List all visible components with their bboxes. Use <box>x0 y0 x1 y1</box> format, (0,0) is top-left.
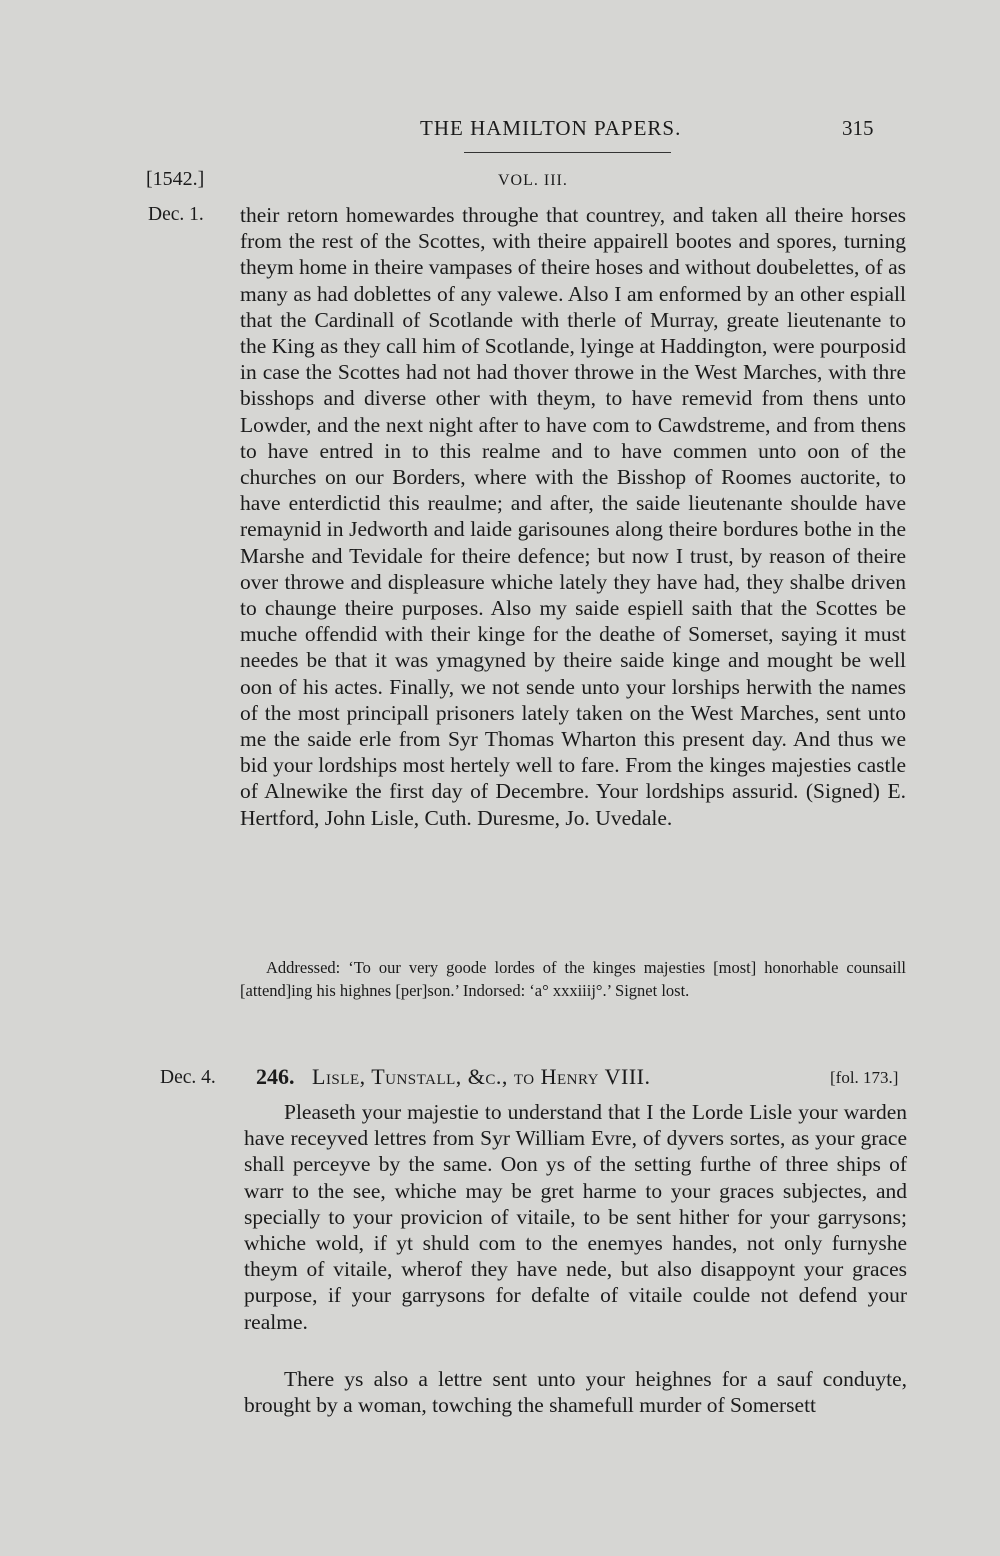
header-rule <box>464 152 671 153</box>
entry-title: Lisle, Tunstall, &c., to Henry VIII. <box>312 1064 651 1089</box>
entry-heading <box>0 1064 1000 1096</box>
margin-date-dec-1: Dec. 1. <box>148 204 204 225</box>
volume-label: VOL. III. <box>498 172 568 189</box>
page-number: 315 <box>842 116 874 140</box>
entry-number: 246. <box>256 1064 295 1089</box>
running-title: THE HAMILTON PAPERS. <box>420 116 682 140</box>
letter-paragraph-1: Pleaseth your majestie to understand that I the Lorde Lisle your warden have receyved lettres from Syr William Evre, of dyvers sortes, as your grace shall perceyve by the same. Oon ys of the setting furthe of three ships of warr to the see, whiche may be gret harme to your graces subjectes, and specially to your provicion of vitaile, to be sent hither for your garrysons; whiche wold, if yt shuld com to the enemyes handes, not only furnyshe theym of vitaile, wherof they have nede, but also disappoynt your graces purpose, if your garrysons for defalte of vitaile coulde not defend your realme. <box>244 1100 907 1334</box>
folio-reference: [fol. 173.] <box>830 1068 899 1087</box>
running-header <box>0 116 1000 146</box>
letter-body-continued: their retorn homewardes throughe that countrey, and taken all theire horses from the rest of the Scottes, with theire appairell bootes and spores, turning theym home in theire vampases of theire hoses and without doubelettes, of as many as had doblettes of any valewe. Also I am enformed by an other espiall that the Cardinall of Scotlande with therle of Murray, greate lieutenante to the King as they call him of Scotlande, lyinge at Haddington, were pourposid in case the Scottes had not had thover throwe in the West Marches, with thre bisshops and diverse other with theym, to have remevid from thens unto Lowder, and the next night after to have com to Cawdstreme, and from thens to have entred in to this realme and to have commen unto oon of the churches on our Borders, where with the Bisshop of Roomes auctorite, to have enterdictid this reaulme; and after, the saide lieutenante shoulde have remaynid in Jedworth and laide garisounes along theire bordures bothe in the Marshe and Tevidale for theire defence; but now I trust, by reason of theire over throwe and displeasure whiche lately they have had, they shalbe driven to chaunge theire purposes. Also my saide espiell saith that the Scottes be muche offendid with their kinge for the deathe of Somerset, saying it must needes be that it was ymagyned by theire saide kinge and mought be well oon of his actes. Finally, we not sende unto your lorships herwith the names of the most principall prisoners lately taken on the West Marches, sent unto me the saide erle from Syr Thomas Wharton this present day. And thus we bid your lordships most hertely well to fare. From the kinges majesties castle of Alnewike the first day of Decembre. Your lordships assurid. (Signed) E. Hertford, John Lisle, Cuth. Duresme, Jo. Uvedale. <box>240 203 906 830</box>
margin-date-dec-4: Dec. 4. <box>160 1067 216 1088</box>
letter-paragraph-2: There ys also a lettre sent unto your heighnes for a sauf conduyte, brought by a woman, towching the shamefull murder of Somersett <box>244 1367 907 1418</box>
year-marker: [1542.] <box>146 168 205 190</box>
address-note: Addressed: ‘To our very goode lordes of the kinges majesties [most] honorhable counsaill [attend]ing his highnes [per]son.’ Indorsed: ‘a° xxxiiij°.’ Signet lost. <box>240 958 906 1000</box>
